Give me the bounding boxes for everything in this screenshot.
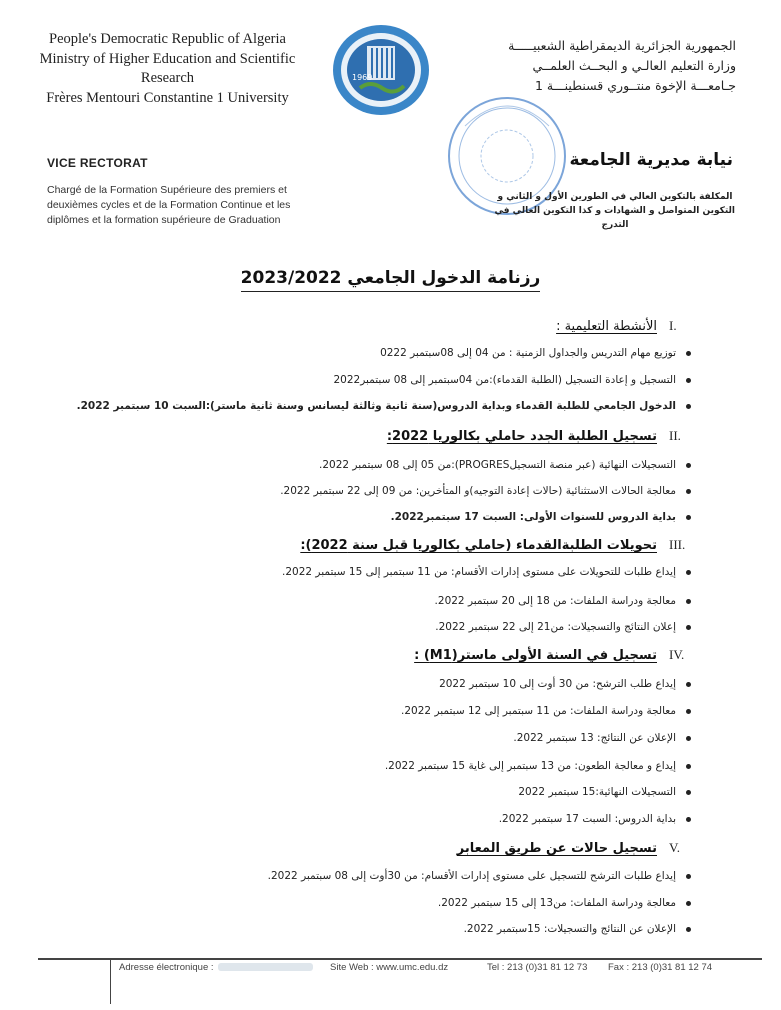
- footer-email: [119, 962, 313, 973]
- list-item-text: بداية الدروس للسنوات الأولى: السبت 17 سبتمبر2022.: [390, 511, 676, 523]
- bullet-icon: [686, 489, 691, 494]
- footer-email-label: Adresse électronique :: [119, 962, 214, 973]
- section-heading: [556, 318, 699, 334]
- header-ar-country: الجمهورية الجزائرية الديمقراطية الشعبيـــــة: [508, 38, 736, 53]
- vice-rectorat-line: deuxièmes cycles et de la Formation Continue et les: [47, 199, 291, 211]
- section-heading: [300, 537, 699, 553]
- list-item: [391, 511, 691, 523]
- bullet-icon: [686, 901, 691, 906]
- list-item: [435, 621, 691, 633]
- bullet-icon: [686, 351, 691, 356]
- bullet-icon: [686, 709, 691, 714]
- footer-phone: Tel : 213 (0)31 81 12 73: [487, 962, 588, 973]
- section-number: IV.: [669, 647, 685, 662]
- section-heading: [414, 647, 699, 663]
- bullet-icon: [686, 817, 691, 822]
- list-item-text: إيداع طلب الترشح: من 30 أوت إلى 10 سبتمبر 2022: [439, 678, 676, 690]
- list-item: [77, 400, 691, 412]
- header-ministry-cont: Research: [140, 70, 195, 86]
- header-ar-ministry: وزارة التعليم العالـي و البحــث العلمــي: [532, 58, 736, 73]
- section-title: تحويلات الطلبةالقدماء (حاملي بكالوريا قبل سنة 2022):: [300, 538, 657, 553]
- list-item: [380, 347, 691, 359]
- footer-vertical-divider: [110, 958, 111, 1004]
- section-number: I.: [669, 318, 677, 333]
- list-item: [439, 678, 691, 690]
- list-item-text: إعلان النتائج والتسجيلات: من21 إلى 22 سبتمبر 2022.: [435, 621, 676, 633]
- section-heading: [457, 840, 699, 856]
- bullet-icon: [686, 736, 691, 741]
- document-title-wrap: [0, 268, 781, 288]
- bullet-icon: [686, 463, 691, 468]
- list-item: [319, 459, 691, 471]
- list-item: [435, 595, 691, 607]
- section-number: II.: [669, 428, 681, 443]
- list-item: [513, 732, 691, 744]
- section-heading: [387, 428, 699, 444]
- list-item-text: بداية الدروس: السبت 17 سبتمبر 2022.: [498, 813, 676, 825]
- bullet-icon: [686, 378, 691, 383]
- list-item-text: إيداع و معالجة الطعون: من 13 سبتمبر إلى غاية 15 سبتمبر 2022.: [384, 760, 676, 772]
- vice-rectorat-description: [47, 183, 297, 228]
- section-title: الأنشطة التعليمية :: [556, 319, 657, 334]
- list-item: [464, 923, 691, 935]
- list-item-text: إيداع طلبات للتحويلات على مستوى إدارات الأقسام: من 11 سبتمبر إلى 15 سبتمبر 2022.: [282, 566, 676, 578]
- bullet-icon: [686, 874, 691, 879]
- list-item: [438, 897, 691, 909]
- bullet-icon: [686, 404, 691, 409]
- vice-rectorat-line: diplômes et la formation supérieure de Graduation: [47, 214, 281, 226]
- section-title: تسجيل حالات عن طريق المعابر: [456, 841, 657, 856]
- document-title: رزنامة الدخول الجامعي 2023/2022: [241, 268, 541, 292]
- list-item-text: الدخول الجامعي للطلبة القدماء وبداية الدروس(سنة ثانية وثالثة ليسانس وسنة ثانية ماستر):السبت 10 سبتمبر 2022.: [76, 400, 676, 412]
- arabic-office-line: التدرج: [601, 220, 629, 230]
- bullet-icon: [686, 570, 691, 575]
- section-title: تسجيل في السنة الأولى ماستر(M1) :: [414, 648, 657, 663]
- list-item-text: التسجيل و إعادة التسجيل (الطلبة القدماء):من 04سبتمبر إلى 08 سبتمبر2022: [333, 374, 676, 386]
- bullet-icon: [686, 515, 691, 520]
- arabic-office-description: [495, 190, 735, 232]
- bullet-icon: [686, 764, 691, 769]
- vice-rectorat-line: Chargé de la Formation Supérieure des premiers et: [47, 184, 287, 196]
- header-ar-university: جـامعـــة الإخوة منتــوري قسنطينـــة 1: [534, 78, 736, 93]
- arabic-office-title: نيابة مديرية الجامعة: [569, 150, 733, 170]
- list-item-text: التسجيلات النهائية:15 سبتمبر 2022: [518, 786, 676, 798]
- list-item-text: الإعلان عن النتائج: 13 سبتمبر 2022.: [513, 732, 676, 744]
- arabic-office-line: المكلفة بالتكوين العالي في الطورين الأول و الثاني و: [497, 192, 733, 202]
- bullet-icon: [686, 682, 691, 687]
- section-number: V.: [669, 840, 680, 855]
- list-item: [333, 374, 691, 386]
- bullet-icon: [686, 927, 691, 932]
- footer-website[interactable]: Site Web : www.umc.edu.dz: [330, 962, 449, 973]
- bullet-icon: [686, 625, 691, 630]
- list-item-text: معالجة ودراسة الملفات: من13 إلى 15 سبتمبر 2022.: [437, 897, 676, 909]
- section-title: تسجيل الطلبة الجدد حاملي بكالوريا 2022:: [386, 429, 657, 444]
- footer-divider: [38, 958, 762, 960]
- logo-year: 1969: [352, 73, 373, 82]
- section-number: III.: [669, 537, 686, 552]
- list-item: [401, 705, 691, 717]
- list-item-text: توزيع مهام التدريس والجداول الزمنية : من 04 إلى 08سبتمبر 0222: [380, 347, 676, 359]
- list-item-text: التسجيلات النهائية (عبر منصة التسجيلPROGRES):من 05 إلى 08 سبتمبر 2022.: [319, 459, 676, 471]
- list-item-text: الإعلان عن النتائج والتسجيلات: 15سبتمبر 2022.: [463, 923, 676, 935]
- arabic-office-line: التكوين المتواصل و الشهادات و كذا التكوين العالي في: [494, 206, 735, 216]
- list-item: [268, 870, 691, 882]
- list-item-text: معالجة ودراسة الملفات: من 11 سبتمبر إلى 12 سبتمبر 2022.: [401, 705, 676, 717]
- list-item: [282, 566, 691, 578]
- header-university: Frères Mentouri Constantine 1 University: [46, 89, 289, 106]
- vice-rectorat-title: VICE RECTORAT: [47, 156, 148, 170]
- list-item: [518, 786, 691, 798]
- university-logo: [330, 22, 432, 118]
- header-left: [30, 30, 305, 108]
- bullet-icon: [686, 790, 691, 795]
- header-country: People's Democratic Republic of Algeria: [49, 31, 286, 47]
- list-item-text: معالجة ودراسة الملفات: من 18 إلى 20 سبتمبر 2022.: [434, 595, 676, 607]
- bullet-icon: [686, 599, 691, 604]
- list-item: [499, 813, 691, 825]
- list-item-text: إيداع طلبات الترشح للتسجيل على مستوى إدارات الأقسام: من 30أوت إلى 08 سبتمبر 2022.: [267, 870, 676, 882]
- list-item: [385, 760, 691, 772]
- list-item: [280, 485, 691, 497]
- header-ministry: Ministry of Higher Education and Scientific: [39, 50, 296, 67]
- redacted-email: [218, 963, 313, 971]
- list-item-text: معالجة الحالات الاستثنائية (حالات إعادة التوجيه)و المتأخرين: من 09 إلى 22 سبتمبر 2022.: [280, 485, 676, 497]
- footer-fax: Fax : 213 (0)31 81 12 74: [608, 962, 713, 973]
